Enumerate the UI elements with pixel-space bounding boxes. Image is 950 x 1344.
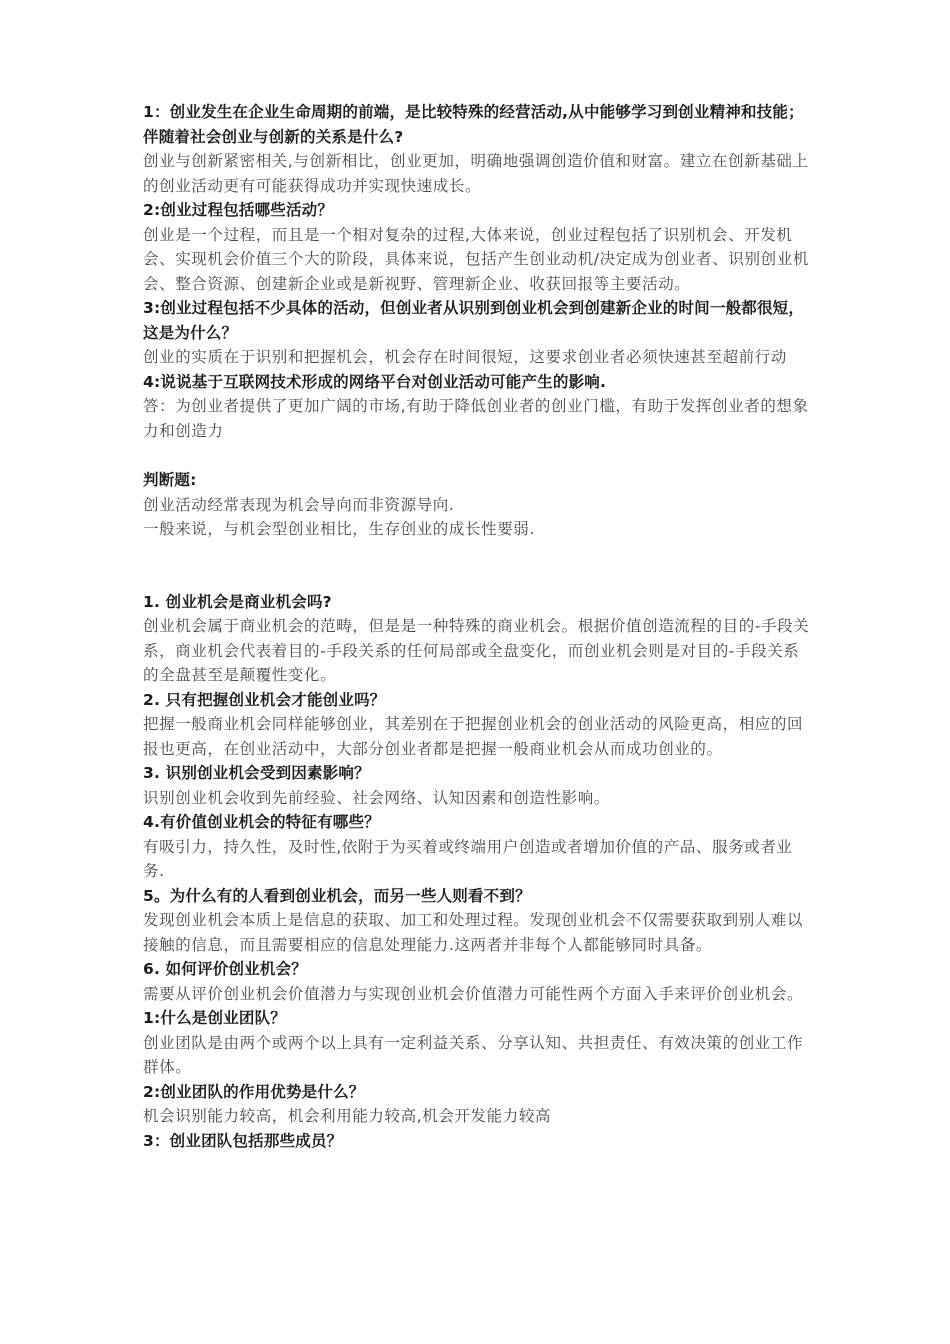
question-3: 3:创业过程包括不少具体的活动，但创业者从识别到创业机会到创建新企业的时间一般都很短，这是为什么？ (143, 299, 805, 342)
question-opportunity-4: 4.有价值创业机会的特征有哪些？ (143, 813, 380, 831)
answer-1: 创业与创新紧密相关,与创新相比，创业更加，明确地强调创造价值和财富。建立在创新基础上的创业活动更有可能获得成功并实现快速成长。 (143, 152, 809, 195)
question-opportunity-6: 6. 如何评价创业机会？ (143, 960, 307, 978)
judgement-item: 创业活动经常表现为机会导向而非资源导向. (143, 495, 455, 514)
question-opportunity-3: 3. 识别创业机会受到因素影响？ (143, 764, 370, 782)
question-opportunity-5: 5。为什么有的人看到创业机会，而另一些人则看不到？ (143, 886, 531, 905)
question-opportunity-2: 2. 只有把握创业机会才能创业吗？ (143, 690, 386, 709)
question-1: 1：创业发生在企业生命周期的前端，是比较特殊的经营活动,从中能够学习到创业精神和技能；伴随着社会创业与创新的关系是什么? (143, 103, 804, 146)
question-team-2: 2:创业团队的作用优势是什么？ (143, 1082, 365, 1101)
section-basic-questions (143, 100, 813, 443)
answer-opportunity-3: 识别创业机会收到先前经验、社会网络、认知因素和创造性影响。 (143, 788, 610, 807)
question-team-1: 1:什么是创业团队？ (143, 1009, 286, 1027)
answer-opportunity-5: 发现创业机会本质上是信息的获取、加工和处理过程。发现创业机会不仅需要获取到别人难以接触的信息，而且需要相应的信息处理能力.这两者并非每个人都能够同时具备。 (143, 911, 804, 954)
answer-2: 创业是一个过程，而且是一个相对复杂的过程,大体来说，创业过程包括了识别机会、开发机会、实现机会价值三个大的阶段，具体来说，包括产生创业动机/决定成为创业者、识别创业机会、整合资源、创建新企业或是新视野、管理新企业、收获回报等主要活动。 (143, 225, 809, 293)
answer-opportunity-1: 创业机会属于商业机会的范畴，但是是一种特殊的商业机会。根据价值创造流程的目的-手段关系，商业机会代表着目的-手段关系的任何局部或全盘变化，而创业机会则是对目的-手段关系的全盘甚至是颠覆性变化。 (143, 617, 810, 684)
answer-opportunity-6: 需要从评价创业机会价值潜力与实现创业机会价值潜力可能性两个方面入手来评价创业机会。 (143, 984, 804, 1003)
question-2: 2:创业过程包括哪些活动？ (143, 201, 334, 219)
answer-team-1: 创业团队是由两个或两个以上具有一定利益关系、分享认知、共担责任、有效决策的创业工作群体。 (143, 1033, 804, 1076)
answer-4: 答：为创业者提供了更加广阔的市场,有助于降低创业者的创业门槛，有助于发挥创业者的想象力和创造力 (143, 397, 809, 440)
question-opportunity-1: 1. 创业机会是商业机会吗? (143, 592, 332, 611)
answer-3: 创业的实质在于识别和把握机会，机会存在时间很短，这要求创业者必须快速甚至超前行动 (143, 348, 788, 366)
answer-opportunity-4: 有吸引力，持久性，及时性,依附于为买着或终端用户创造或者增加价值的产品、服务或者业务. (143, 837, 793, 880)
document-content (143, 100, 813, 1153)
question-4: 4:说说基于互联网技术形成的网络平台对创业活动可能产生的影响. (143, 372, 607, 391)
judgement-title: 判断题: (143, 471, 197, 489)
section-opportunity-questions (143, 590, 813, 1154)
judgement-item: 一般来说，与机会型创业相比，生存创业的成长性要弱. (143, 520, 535, 538)
answer-team-2: 机会识别能力较高，机会利用能力较高,机会开发能力较高 (143, 1107, 552, 1125)
answer-opportunity-2: 把握一般商业机会同样能够创业，其差别在于把握创业机会的创业活动的风险更高，相应的回报也更高，在创业活动中，大部分创业者都是把握一般商业机会从而成功创业的。 (143, 715, 804, 758)
section-judgement (143, 468, 813, 542)
question-team-3: 3：创业团队包括那些成员？ (143, 1131, 343, 1150)
